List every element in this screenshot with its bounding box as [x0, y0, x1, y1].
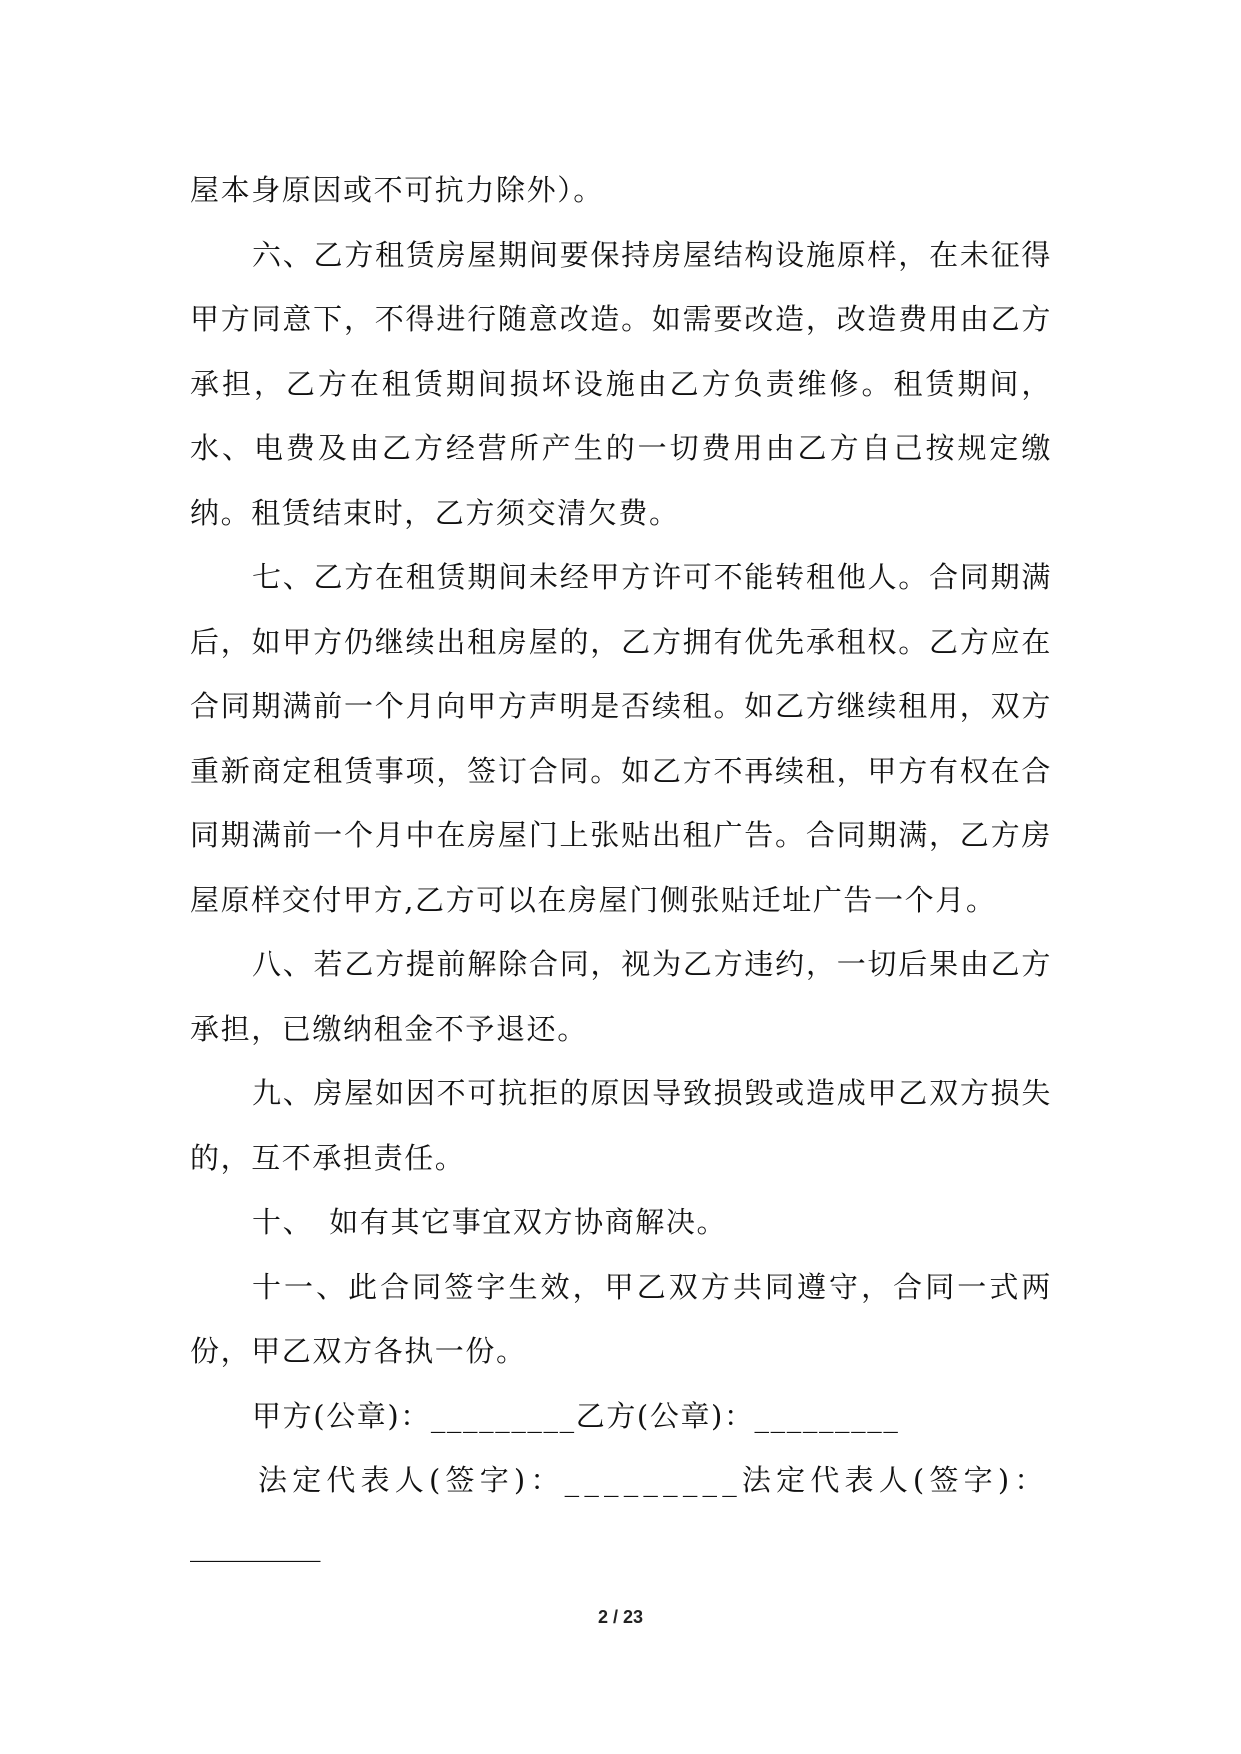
page-number: 2 / 23	[597, 1607, 644, 1627]
clause-10: 十、 如有其它事宜双方协商解决。	[252, 1205, 728, 1239]
signature-blank-line: _________	[190, 1527, 321, 1562]
clause-8: 八、若乙方提前解除合同，视为乙方违约，一切后果由乙方承担，已缴纳租金不予退还。	[190, 947, 1052, 1046]
paragraph-continuation: 屋本身原因或不可抗力除外）。	[190, 173, 604, 207]
clause-6: 六、乙方租赁房屋期间要保持房屋结构设施原样，在未征得甲方同意下，不得进行随意改造。如需要改造，改造费用由乙方承担，乙方在租赁期间损坏设施由乙方负责维修。租赁期间，水、电费及由乙方经营所产生的一切费用由乙方自己按规定缴纳。租赁结束时，乙方须交清欠费。	[190, 237, 1052, 530]
document-body	[190, 158, 1052, 1577]
clause-9: 九、房屋如因不可抗拒的原因导致损毁或造成甲乙双方损失的，互不承担责任。	[190, 1076, 1052, 1175]
signature-seal-line: 甲方(公章)：_________乙方(公章)：_________	[252, 1398, 900, 1433]
clause-7: 七、乙方在租赁期间未经甲方许可不能转租他人。合同期满后，如甲方仍继续出租房屋的，乙方拥有优先承租权。乙方应在合同期满前一个月向甲方声明是否续租。如乙方继续租用，双方重新商定租赁事项，签订合同。如乙方不再续租，甲方有权在合同期满前一个月中在房屋门上张贴出租广告。合同期满，乙方房屋原样交付甲方,乙方可以在房屋门侧张贴迁址广告一个月。	[190, 560, 1052, 917]
clause-11: 十一、此合同签字生效，甲乙双方共同遵守，合同一式两份，甲乙双方各执一份。	[190, 1269, 1052, 1368]
signature-representative-line: 法定代表人(签字)：_________法定代表人(签字)：	[258, 1463, 1049, 1497]
